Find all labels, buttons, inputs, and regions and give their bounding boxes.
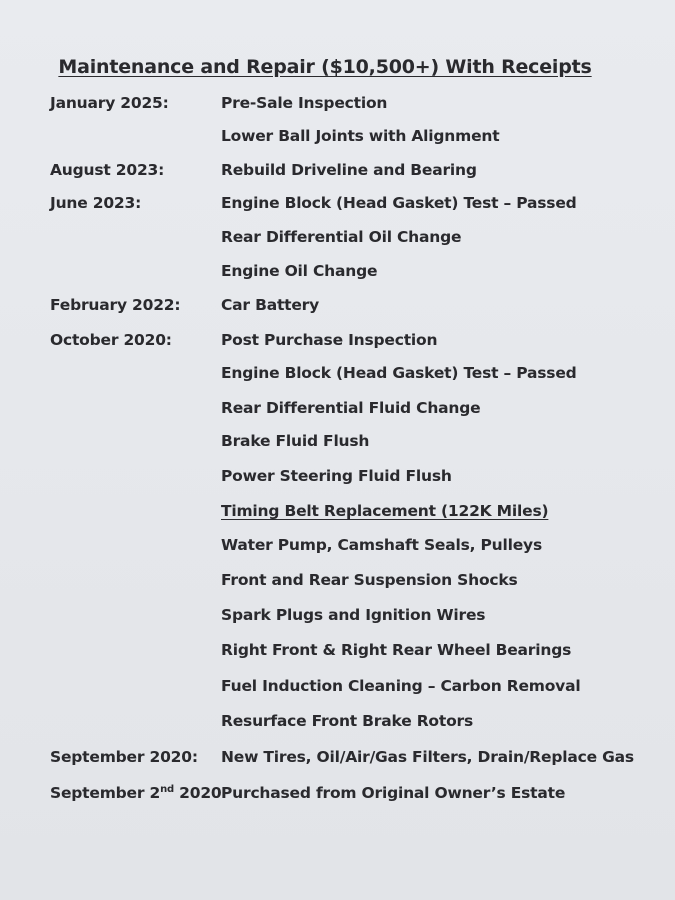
list-item: [0, 262, 675, 286]
entry-item: New Tires, Oil/Air/Gas Filters, Drain/Replace Gas: [221, 748, 634, 766]
entry-date: September 2nd 2020: [50, 783, 222, 802]
entry-item: Engine Oil Change: [221, 262, 378, 280]
list-item: [0, 712, 675, 736]
entry-date: September 2020:: [50, 748, 198, 766]
entry-item: Fuel Induction Cleaning – Carbon Removal: [221, 677, 581, 695]
entry-item: Pre-Sale Inspection: [221, 94, 388, 112]
list-item: [0, 331, 675, 355]
list-item: [0, 432, 675, 456]
entry-item: Rebuild Driveline and Bearing: [221, 161, 477, 179]
list-item: [0, 161, 675, 185]
entry-date: February 2022:: [50, 296, 181, 314]
entry-item: Spark Plugs and Ignition Wires: [221, 606, 486, 624]
entry-date: June 2023:: [50, 194, 142, 212]
list-item: [0, 127, 675, 151]
list-item: [0, 467, 675, 491]
entry-date: October 2020:: [50, 331, 172, 349]
list-item: [0, 296, 675, 320]
entry-item: Engine Block (Head Gasket) Test – Passed: [221, 364, 577, 382]
entry-item: Lower Ball Joints with Alignment: [221, 127, 500, 145]
entry-date: August 2023:: [50, 161, 165, 179]
entry-item: Resurface Front Brake Rotors: [221, 712, 474, 730]
list-item: [0, 364, 675, 388]
list-item: [0, 571, 675, 595]
list-item: [0, 536, 675, 560]
list-item: [0, 677, 675, 701]
entry-item: Water Pump, Camshaft Seals, Pulleys: [221, 536, 542, 554]
entry-item: Timing Belt Replacement (122K Miles): [221, 502, 549, 520]
entry-item: Rear Differential Fluid Change: [221, 399, 481, 417]
list-item-last: [0, 784, 675, 808]
list-item: [0, 606, 675, 630]
list-item: [0, 94, 675, 118]
entry-item: Brake Fluid Flush: [221, 432, 370, 450]
list-item: [0, 641, 675, 665]
list-item: [0, 748, 675, 772]
entry-date: January 2025:: [50, 94, 169, 112]
entry-item: Engine Block (Head Gasket) Test – Passed: [221, 194, 577, 212]
entry-item: Car Battery: [221, 296, 320, 314]
entry-item: Front and Rear Suspension Shocks: [221, 571, 518, 589]
document-title: Maintenance and Repair ($10,500+) With Receipts: [58, 56, 592, 78]
entry-item: Power Steering Fluid Flush: [221, 467, 452, 485]
entry-item: Rear Differential Oil Change: [221, 228, 462, 246]
list-item: [0, 399, 675, 423]
list-item: [0, 194, 675, 218]
list-item: [0, 228, 675, 252]
list-item: [0, 502, 675, 526]
entry-item: Right Front & Right Rear Wheel Bearings: [221, 641, 572, 659]
entry-item: Purchased from Original Owner’s Estate: [221, 784, 566, 802]
entry-item: Post Purchase Inspection: [221, 331, 438, 349]
